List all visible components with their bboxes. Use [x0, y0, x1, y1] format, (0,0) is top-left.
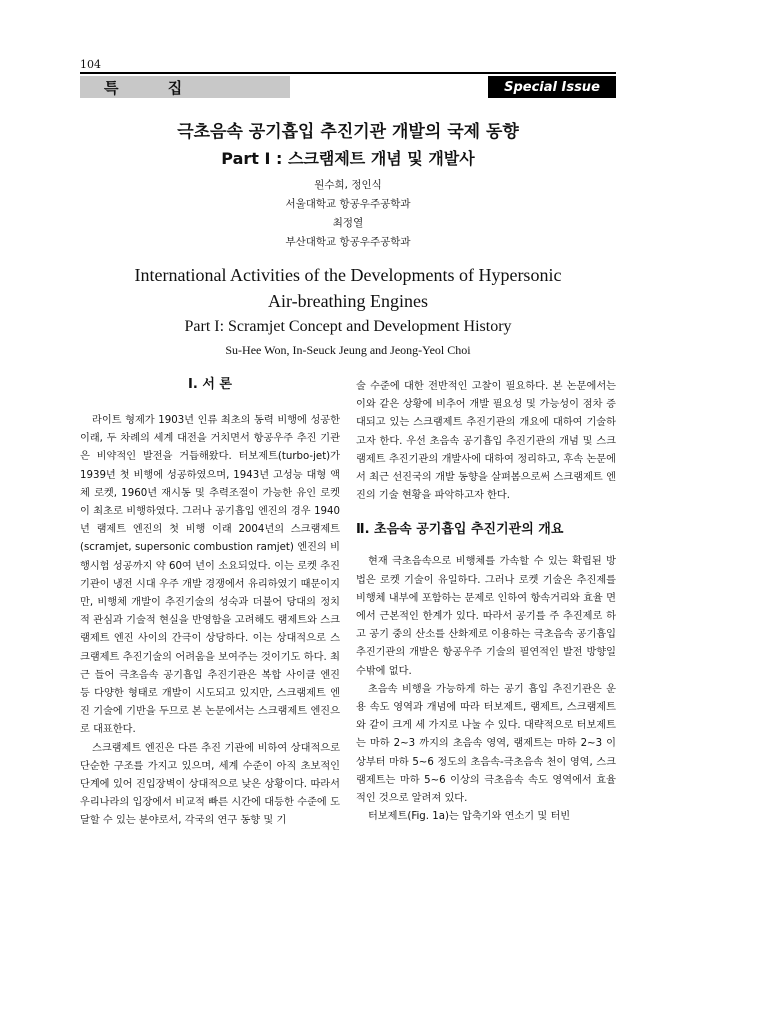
authors-korean [80, 176, 616, 252]
subtitle-english: Part I: Scramjet Concept and Development History [184, 318, 512, 335]
intro-paragraph-2: 스크램제트 엔진은 다른 추진 기관에 비하여 상대적으로 단순한 구조를 가지고 있으며, 세계 수준이 아직 초보적인 단계에 있어 진입장벽이 상대적으로 낮은 상황이다. 따라서 우리나라의 입장에서 비교적 빠른 시간에 대등한 수준에 도달할 수 있는 분야로서, 각국의 연구 동향 및 기 [80, 742, 340, 827]
section-label: 특 집 [80, 76, 290, 98]
overview-paragraph-3: 터보제트(Fig. 1a)는 압축기와 연소기 및 터빈 [368, 811, 571, 823]
authors-english: Su-Hee Won, In-Seuck Jeung and Jeong-Yeol Choi [225, 343, 471, 357]
section-heading-introduction: Ⅰ. 서 론 [188, 377, 232, 392]
page-number: 104 [80, 58, 101, 71]
subtitle-korean: Part I : 스크램제트 개념 및 개발사 [221, 149, 475, 168]
intro-paragraph-continued: 술 수준에 대한 전반적인 고찰이 필요하다. 본 논문에서는 이와 같은 상황에 비추어 개발 필요성 및 가능성이 점차 증대되고 있는 스크램제트 추진기관의 개요에 대하여 기술하고자 한다. 우선 초음속 공기흡입 추진기관의 개념 및 스크램제트 추진기관의 개발사에 대하여 정리하고, 후속 논문에서 최근 선진국의 개발 동향을 살펴봄으로써 스크램제트 엔진의 기술 현황을 파악하고자 한다. [356, 381, 616, 502]
korean-title-block [80, 118, 616, 252]
overview-paragraph-1: 현재 극초음속으로 비행체를 가속할 수 있는 확립된 방법은 로켓 기술이 유일하다. 그러나 로켓 기술은 추진제를 비행체 내부에 포함하는 문제로 인하여 항속거리와 효율 면에서 근본적인 한계가 있다. 따라서 공기를 주 추진제로 하고 공기 중의 산소를 산화제로 이용하는 극초음속 공기흡입 추진기관의 개발은 항공우주 기술의 필연적인 발전 방향일 수밖에 없다. [356, 556, 616, 677]
author-names-2: 최정열 [332, 217, 364, 229]
special-issue-badge: Special Issue [488, 76, 616, 98]
section-heading-overview: Ⅱ. 초음속 공기흡입 추진기관의 개요 [356, 522, 564, 538]
affiliation-1: 서울대학교 항공우주공학과 [285, 198, 411, 210]
left-column [80, 374, 340, 831]
title-korean: 극초음속 공기흡입 추진기관 개발의 국제 동향 [177, 122, 519, 142]
section-header-bar [80, 72, 616, 102]
author-names-1: 원수희, 정인식 [314, 179, 382, 191]
title-english-line2: Air-breathing Engines [267, 291, 429, 311]
right-column [356, 378, 616, 826]
affiliation-2: 부산대학교 항공우주공학과 [285, 236, 411, 248]
intro-paragraph-1: 라이트 형제가 1903년 인류 최초의 동력 비행에 성공한 이래, 두 차례의 세계 대전을 거치면서 항공우주 추진 기관은 비약적인 발전을 거듭해왔다. 터보제트(turbo-jet)가 1939년 첫 비행에 성공하였으며, 1943년 고성능 대형 액체 로켓, 1960년 재시동 및 추력조절이 가능한 유인 로켓이 최초로 비행하였다. 그러나 공기흡입 엔진의 경우 1940년 램제트 엔진의 첫 비행 이래 2004년의 스크램제트(scramjet, supersonic combustion ramjet) 엔진의 비행시험 성공까지 약 60여 년이 소요되었다. 이는 로켓 추진기관이 냉전 시대 우주 개발 경쟁에서 유리하였기 때문이지만, 비행체 개발이 추진기술의 성숙과 더불어 당대의 정치적 관심과 기술적 현실을 반영함을 고려해도 램제트와 스크램제트 엔진 사이의 간극이 상당하다. 이는 상대적으로 스크램제트 추진기술의 어려움을 보여주는 것이기도 하다. 최근 들어 극초음속 공기흡입 추진기관은 복합 사이클 엔진 등 다양한 형태로 개발이 시도되고 있지만, 스크램제트 엔진 기술에 기반을 두므로 본 논문에서는 스크램제트 엔진으로 대표한다. [80, 415, 340, 736]
english-title-block [80, 262, 616, 360]
title-english-line1: International Activities of the Developments of Hypersonic [134, 265, 562, 285]
overview-paragraph-2: 초음속 비행을 가능하게 하는 공기 흡입 추진기관은 운용 속도 영역과 개념에 따라 터보제트, 램제트, 스크램제트와 같이 크게 세 가지로 나눌 수 있다. 대략적으로 터보제트는 마하 2~3 까지의 초음속 영역, 램제트는 마하 2~3 이상부터 마하 5~6 정도의 초음속-극초음속 천이 영역, 스크램제트는 마하 5~6 이상의 극초음속 속도 영역에서 효율적인 것으로 알려져 있다. [356, 683, 616, 805]
